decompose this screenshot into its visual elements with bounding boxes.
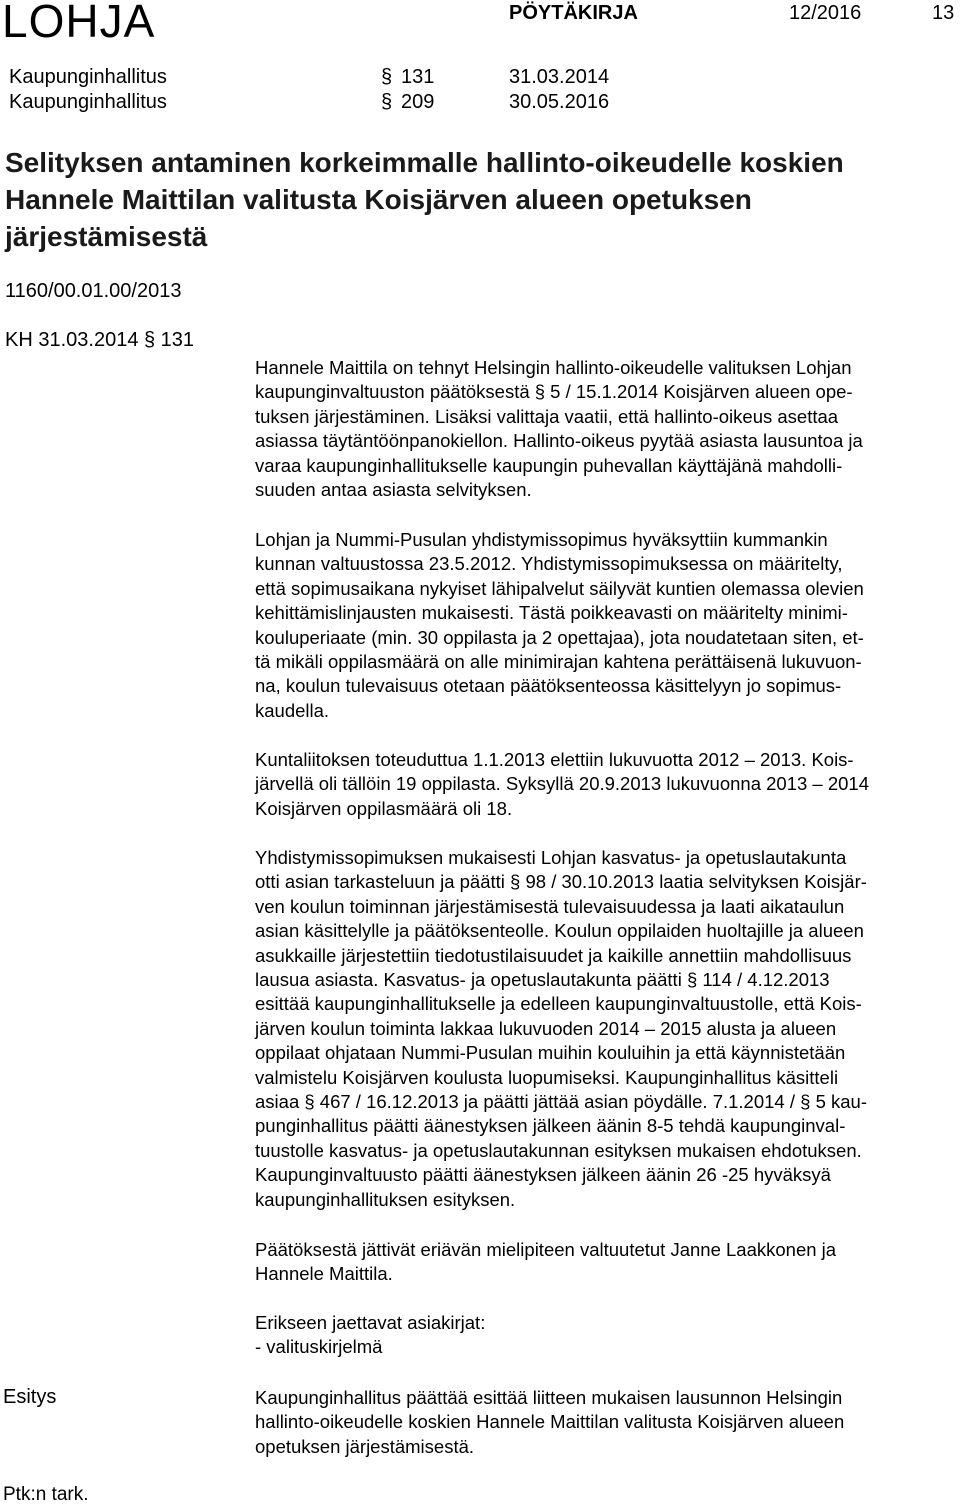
text-line: tä mikäli oppilasmäärä on alle minimirajan kahtena perättäisenä lukuvuon- — [255, 651, 862, 673]
text-line: Hannele Maittila on tehnyt Helsingin hallinto-oikeudelle valituksen Lohjan — [255, 357, 852, 378]
text-line: asiaa § 467 / 16.12.2013 ja päätti jättää asian pöydälle. 7.1.2014 / § 5 kau- — [255, 1091, 867, 1113]
esitys-label: Esitys — [3, 1386, 57, 1408]
text-line: järvellä oli tällöin 19 oppilasta. Syksyllä 20.9.2013 lukuvuonna 2013 – 2014 — [255, 773, 870, 795]
page-number: 13 — [932, 2, 955, 24]
text-line: otti asian tarkasteluun ja päätti § 98 / 30.10.2013 laatia selvityksen Koisjär- — [255, 871, 867, 893]
text-line: punginhallitus päätti äänestyksen jälkeen äänin 8-5 tehdä kaupunginval- — [255, 1115, 846, 1137]
text-line: tuksen järjestäminen. Lisäksi valittaja vaatii, että hallinto-oikeus asettaa — [255, 405, 839, 427]
text-line: asiassa täytäntöönpanokiellon. Hallinto-oikeus pyytää asiasta lausuntoa ja — [255, 430, 863, 452]
document-number: 12/2016 — [789, 2, 862, 24]
text-line: - valituskirjelmä — [255, 1336, 383, 1358]
kh-reference: KH 31.03.2014 § 131 — [5, 329, 195, 351]
text-line: na, koulun tulevaisuus otetaan päätöksenteossa käsittelyyn jo sopimus- — [255, 675, 842, 697]
meeting-date: 31.03.2014 — [509, 66, 610, 88]
text-line: Hannele Maittila. — [255, 1263, 393, 1285]
paragraph-2 — [255, 528, 955, 723]
file-number: 1160/00.01.00/2013 — [5, 280, 182, 302]
text-line: Kaupunginhallitus päättää esittää liitteen mukaisen lausunnon Helsingin — [255, 1387, 843, 1408]
text-line: Erikseen jaettavat asiakirjat: — [255, 1312, 486, 1333]
document-title: Selityksen antaminen korkeimmalle hallinto-oikeudelle koskien Hannele Maittilan valitusta Koisjärven alueen opetuksen järjestämisestä — [5, 147, 844, 252]
text-line: valmistelu Koisjärven koulusta luopumiseksi. Kaupunginhallitus käsitteli — [255, 1066, 839, 1088]
paragraph-1 — [255, 356, 955, 502]
text-line: lausua asiasta. Kasvatus- ja opetuslautakunta päätti § 114 / 4.12.2013 — [255, 969, 830, 991]
text-line: oppilaat ohjataan Nummi-Pusulan muihin kouluihin ja että käynnistetään — [255, 1042, 846, 1064]
text-line: hallinto-oikeudelle koskien Hannele Maittilan valitusta Koisjärven alueen — [255, 1411, 845, 1433]
text-line: suuden antaa asiasta selvityksen. — [255, 479, 532, 501]
text-line: kehittämislinjausten mukaisesti. Tästä poikkeavasti on määritelty minimi- — [255, 602, 848, 624]
text-line: varaa kaupunginhallitukselle kaupungin puhevallan käyttäjänä mahdolli- — [255, 454, 843, 476]
text-line: että sopimusaikana nykyiset lähipalvelut säilyvät kuntien olemassa olevien — [255, 577, 864, 599]
meeting-date: 30.05.2016 — [509, 91, 610, 113]
attachments-list — [255, 1311, 955, 1360]
text-line: kaupunginvaltuuston päätöksestä § 5 / 15.1.2014 Koisjärven alueen ope- — [255, 381, 853, 403]
paragraph-5 — [255, 1238, 955, 1287]
text-line: kouluperiaate (min. 30 oppilasta ja 2 opettajaa), jota noudatetaan siten, et- — [255, 626, 864, 648]
section-sign: § — [381, 66, 393, 88]
text-line: Päätöksestä jättivät eriävän mielipiteen valtuutetut Janne Laakkonen ja — [255, 1239, 837, 1260]
lohja-logo: LOHJA — [2, 0, 156, 47]
section-number: 209 — [401, 91, 435, 113]
text-line: asukkaille järjestettiin tiedotustilaisuudet ja kaikille annettiin mahdollisuus — [255, 944, 852, 966]
text-line: Lohjan ja Nummi-Pusulan yhdistymissopimus hyväksyttiin kummankin — [255, 529, 828, 550]
text-line: opetuksen järjestämisestä. — [255, 1435, 475, 1457]
paragraph-4 — [255, 846, 955, 1212]
text-line: Koisjärven oppilasmäärä oli 18. — [255, 797, 513, 819]
text-line: ven koulun toiminnan järjestämisestä tulevaisuudessa ja laati aikataulun — [255, 895, 845, 917]
text-line: asian käsittelylle ja päätöksenteolle. Koulun oppilaiden huoltajille ja alueen — [255, 920, 864, 942]
section-number: 131 — [401, 66, 435, 88]
text-line: tuustolle kasvatus- ja opetuslautakunnan esityksen mukaisen ehdotuksen. — [255, 1139, 862, 1161]
text-line: kaupunginhallituksen esityksen. — [255, 1188, 516, 1210]
text-line: kunnan valtuustossa 23.5.2012. Yhdistymissopimuksessa on määritelty, — [255, 553, 843, 575]
text-line: Kaupunginvaltuusto päätti äänestyksen jälkeen äänin 26 -25 hyväksyä — [255, 1164, 831, 1186]
meeting-body: Kaupunginhallitus — [9, 91, 167, 113]
meeting-body: Kaupunginhallitus — [9, 66, 167, 88]
ptk-tark-label: Ptk:n tark. — [3, 1484, 89, 1505]
text-line: Yhdistymissopimuksen mukaisesti Lohjan kasvatus- ja opetuslautakunta — [255, 847, 847, 868]
esitys-text — [255, 1386, 955, 1459]
document-type: PÖYTÄKIRJA — [509, 2, 638, 24]
paragraph-3 — [255, 748, 955, 821]
text-line: järven koulun toiminta lakkaa lukuvuoden 2014 – 2015 alusta ja alueen — [255, 1017, 837, 1039]
section-sign: § — [381, 91, 393, 113]
text-line: Kuntaliitoksen toteuduttua 1.1.2013 elettiin lukuvuotta 2012 – 2013. Kois- — [255, 749, 854, 770]
text-line: kaudella. — [255, 699, 330, 721]
text-line: esittää kaupunginhallitukselle ja edelleen kaupunginvaltuustolle, että Kois- — [255, 993, 862, 1015]
